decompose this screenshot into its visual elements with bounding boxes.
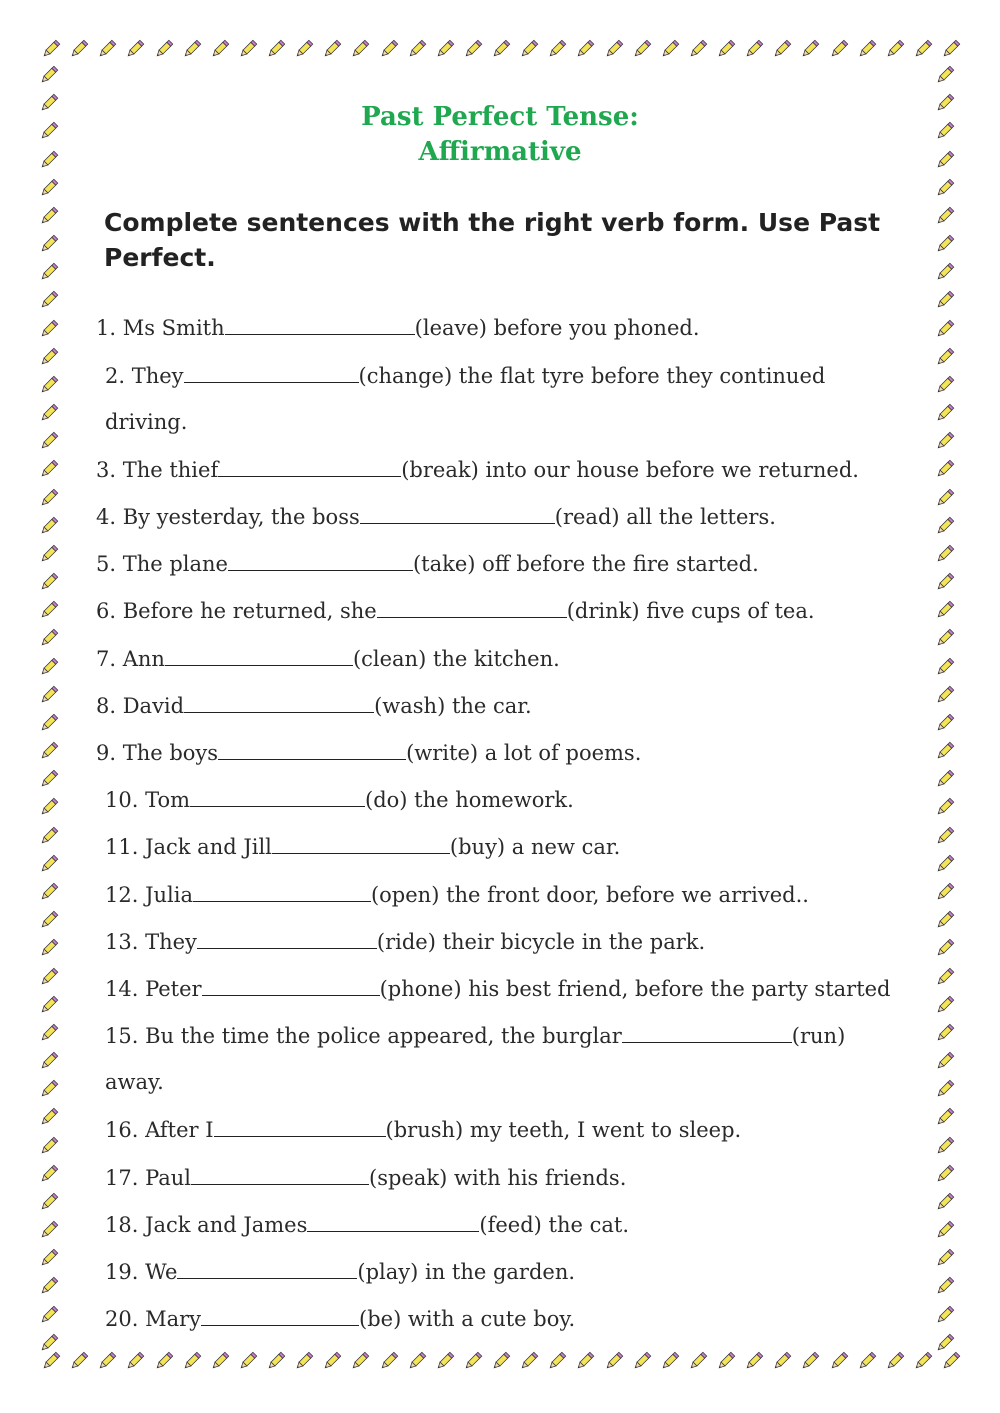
pencil-icon [934,205,956,227]
pencil-icon [378,38,400,60]
border-top [40,38,962,64]
item-4-hint: (read) all the letters. [554,505,776,529]
pencil-icon [912,1350,934,1372]
pencil-icon [934,684,956,706]
item-20-blank[interactable] [201,1303,359,1326]
item-2-hint: (change) the flat tyre before they continued [358,364,826,388]
pencil-icon [934,515,956,537]
pencil-icon [38,1304,60,1326]
pencil-icon [349,1350,371,1372]
pencil-icon [934,318,956,340]
pencil-icon [38,684,60,706]
pencil-icon [518,1350,540,1372]
item-5-hint: (take) off before the fire started. [412,552,759,576]
pencil-icon [934,346,956,368]
item-1-text: 1. Ms Smith [96,316,225,340]
item-17-hint: (speak) with his friends. [369,1166,627,1190]
item-8-text: 8. David [96,694,185,718]
pencil-icon [38,881,60,903]
pencil-icon [237,38,259,60]
item-16-text: 16. After I [105,1118,214,1142]
worksheet-title-line1: Past Perfect Tense: [361,102,639,132]
item-18-hint: (feed) the cat. [479,1213,630,1237]
pencil-icon [38,402,60,424]
pencil-icon [96,38,118,60]
pencil-icon [265,1350,287,1372]
pencil-icon [38,1135,60,1157]
item-10-blank[interactable] [190,784,365,807]
item-8-blank[interactable] [184,690,374,713]
pencil-icon [934,1247,956,1269]
pencil-icon [40,38,62,60]
pencil-icon [265,38,287,60]
worksheet-title-line2: Affirmative [418,137,582,167]
pencil-icon [934,853,956,875]
pencil-icon [715,1350,737,1372]
pencil-icon [38,599,60,621]
pencil-icon [38,1106,60,1128]
pencil-icon [659,38,681,60]
item-9-hint: (write) a lot of poems. [406,741,642,765]
pencil-icon [434,38,456,60]
pencil-icon [38,796,60,818]
exercise-item-3 [96,454,859,485]
pencil-icon [934,937,956,959]
pencil-icon [153,38,175,60]
exercise-item-5 [96,548,759,579]
pencil-icon [934,656,956,678]
pencil-icon [38,1050,60,1072]
exercise-item-4 [96,501,776,532]
pencil-icon [934,1163,956,1185]
item-11-blank[interactable] [272,831,450,854]
exercise-item-20 [105,1303,575,1334]
item-13-blank[interactable] [197,926,377,949]
exercise-item-8 [96,690,532,721]
item-10-text: 10. Tom [105,788,191,812]
pencil-icon [293,38,315,60]
item-16-hint: (brush) my teeth, I went to sleep. [385,1118,742,1142]
pencil-icon [884,1350,906,1372]
item-3-text: 3. The thief [96,458,219,482]
pencil-icon [934,543,956,565]
pencil-icon [124,38,146,60]
pencil-icon [934,1332,956,1354]
pencil-icon [38,458,60,480]
pencil-icon [934,571,956,593]
pencil-icon [934,487,956,509]
item-17-blank[interactable] [191,1162,369,1185]
pencil-icon [321,38,343,60]
item-14-blank[interactable] [202,973,380,996]
pencil-icon [38,768,60,790]
border-left [38,64,64,1354]
item-20-hint: (be) with a cute boy. [359,1307,576,1331]
item-12-text: 12. Julia [105,883,193,907]
pencil-icon [934,374,956,396]
item-18-blank[interactable] [307,1209,479,1232]
pencil-icon [38,740,60,762]
pencil-icon [687,38,709,60]
pencil-icon [687,1350,709,1372]
pencil-icon [38,627,60,649]
pencil-icon [38,1163,60,1185]
pencil-icon [574,1350,596,1372]
pencil-icon [38,571,60,593]
pencil-icon [771,1350,793,1372]
pencil-icon [490,1350,512,1372]
item-20-text: 20. Mary [105,1307,201,1331]
item-12-hint: (open) the front door, before we arrived.. [370,883,809,907]
item-6-text: 6. Before he returned, she [96,599,377,623]
pencil-icon [546,1350,568,1372]
exercise-item-16 [105,1114,741,1145]
pencil-icon [934,402,956,424]
pencil-icon [934,1275,956,1297]
item-19-hint: (play) in the garden. [357,1260,576,1284]
item-16-blank[interactable] [214,1114,386,1137]
pencil-icon [38,1247,60,1269]
pencil-icon [96,1350,118,1372]
exercise-item-13 [105,926,705,957]
pencil-icon [934,740,956,762]
pencil-icon [934,64,956,86]
item-2-blank[interactable] [184,360,359,383]
pencil-icon [934,796,956,818]
item-9-text: 9. The boys [96,741,219,765]
pencil-icon [934,430,956,452]
pencil-icon [934,712,956,734]
pencil-icon [38,994,60,1016]
border-bottom [40,1350,962,1376]
item-4-text: 4. By yesterday, the boss [96,505,360,529]
pencil-icon [38,825,60,847]
pencil-icon [799,1350,821,1372]
pencil-icon [38,289,60,311]
pencil-icon [546,38,568,60]
pencil-icon [293,1350,315,1372]
pencil-icon [934,966,956,988]
pencil-icon [38,233,60,255]
pencil-icon [934,1022,956,1044]
pencil-icon [934,458,956,480]
pencil-icon [38,346,60,368]
item-18-text: 18. Jack and James [105,1213,308,1237]
exercise-item-15-cont: away. [105,1070,164,1094]
pencil-icon [38,937,60,959]
item-11-text: 11. Jack and Jill [105,835,272,859]
pencil-icon [68,1350,90,1372]
exercise-item-6 [96,595,815,626]
pencil-icon [38,205,60,227]
pencil-icon [631,1350,653,1372]
exercise-item-18 [105,1209,629,1240]
pencil-icon [828,38,850,60]
item-12-blank[interactable] [193,879,371,902]
item-5-blank[interactable] [228,548,413,571]
pencil-icon [940,38,962,60]
pencil-icon [934,599,956,621]
pencil-icon [574,38,596,60]
item-4-blank[interactable] [360,501,555,524]
pencil-icon [934,233,956,255]
pencil-icon [934,627,956,649]
pencil-icon [856,38,878,60]
pencil-icon [934,177,956,199]
pencil-icon [934,261,956,283]
pencil-icon [856,1350,878,1372]
pencil-icon [38,318,60,340]
item-15-hint: (run) [791,1024,846,1048]
item-19-blank[interactable] [177,1256,357,1279]
pencil-icon [209,38,231,60]
item-14-hint: (phone) his best friend, before the party started [379,977,891,1001]
exercise-item-11 [105,831,620,862]
pencil-icon [378,1350,400,1372]
pencil-icon [462,38,484,60]
exercise-item-2 [105,360,825,391]
exercise-item-19 [105,1256,575,1287]
pencil-icon [38,177,60,199]
pencil-icon [912,38,934,60]
item-1-blank[interactable] [225,312,415,335]
pencil-icon [715,38,737,60]
pencil-icon [934,825,956,847]
item-7-text: 7. Ann [96,647,165,671]
exercise-item-2-cont: driving. [105,410,188,434]
pencil-icon [771,38,793,60]
item-10-hint: (do) the homework. [365,788,574,812]
item-11-hint: (buy) a new car. [449,835,621,859]
pencil-icon [68,38,90,60]
pencil-icon [38,64,60,86]
pencil-icon [209,1350,231,1372]
pencil-icon [934,1219,956,1241]
pencil-icon [434,1350,456,1372]
pencil-icon [934,1191,956,1213]
item-15-text: 15. Bu the time the police appeared, the burglar [105,1024,622,1048]
pencil-icon [38,543,60,565]
item-3-hint: (break) into our house before we returned. [401,458,859,482]
pencil-icon [743,38,765,60]
pencil-icon [38,712,60,734]
pencil-icon [934,1304,956,1326]
item-19-text: 19. We [105,1260,178,1284]
pencil-icon [38,1078,60,1100]
pencil-icon [38,966,60,988]
pencil-icon [321,1350,343,1372]
pencil-icon [38,261,60,283]
item-7-hint: (clean) the kitchen. [352,647,560,671]
pencil-icon [934,768,956,790]
item-2-text: 2. They [105,364,184,388]
exercise-item-10 [105,784,574,815]
pencil-icon [153,1350,175,1372]
pencil-icon [38,1022,60,1044]
pencil-icon [884,38,906,60]
pencil-icon [462,1350,484,1372]
pencil-icon [799,38,821,60]
pencil-icon [934,994,956,1016]
exercise-item-15 [105,1020,845,1051]
item-15-blank[interactable] [622,1020,792,1043]
pencil-icon [237,1350,259,1372]
pencil-icon [518,38,540,60]
pencil-icon [934,1106,956,1128]
pencil-icon [631,38,653,60]
pencil-icon [38,1219,60,1241]
item-3-blank[interactable] [218,454,401,477]
pencil-icon [38,430,60,452]
item-7-blank[interactable] [165,643,353,666]
pencil-icon [934,1078,956,1100]
item-17-text: 17. Paul [105,1166,192,1190]
pencil-icon [490,38,512,60]
exercise-item-7 [96,643,560,674]
pencil-icon [349,38,371,60]
exercise-item-1 [96,312,700,343]
pencil-icon [743,1350,765,1372]
exercise-item-12 [105,879,809,910]
pencil-icon [38,1275,60,1297]
pencil-icon [38,487,60,509]
pencil-icon [124,1350,146,1372]
pencil-icon [603,1350,625,1372]
exercise-item-17 [105,1162,626,1193]
pencil-icon [934,1135,956,1157]
item-13-text: 13. They [105,930,197,954]
pencil-icon [659,1350,681,1372]
pencil-icon [934,1050,956,1072]
item-6-blank[interactable] [377,595,567,618]
pencil-icon [934,909,956,931]
pencil-icon [38,853,60,875]
item-6-hint: (drink) five cups of tea. [566,599,815,623]
pencil-icon [934,881,956,903]
pencil-icon [406,38,428,60]
pencil-icon [38,1191,60,1213]
pencil-icon [38,515,60,537]
exercise-item-9 [96,737,641,768]
exercise-item-14 [105,973,891,1004]
item-1-hint: (leave) before you phoned. [414,316,700,340]
pencil-icon [38,374,60,396]
pencil-icon [38,656,60,678]
item-9-blank[interactable] [218,737,406,760]
pencil-icon [38,909,60,931]
instructions: Complete sentences with the right verb form. Use Past Perfect. [104,208,881,272]
pencil-icon [828,1350,850,1372]
pencil-icon [181,38,203,60]
pencil-icon [181,1350,203,1372]
border-right [934,64,960,1354]
pencil-icon [603,38,625,60]
item-8-hint: (wash) the car. [374,694,532,718]
pencil-icon [38,1332,60,1354]
pencil-icon [934,289,956,311]
item-14-text: 14. Peter [105,977,202,1001]
item-13-hint: (ride) their bicycle in the park. [376,930,706,954]
pencil-icon [406,1350,428,1372]
item-5-text: 5. The plane [96,552,228,576]
